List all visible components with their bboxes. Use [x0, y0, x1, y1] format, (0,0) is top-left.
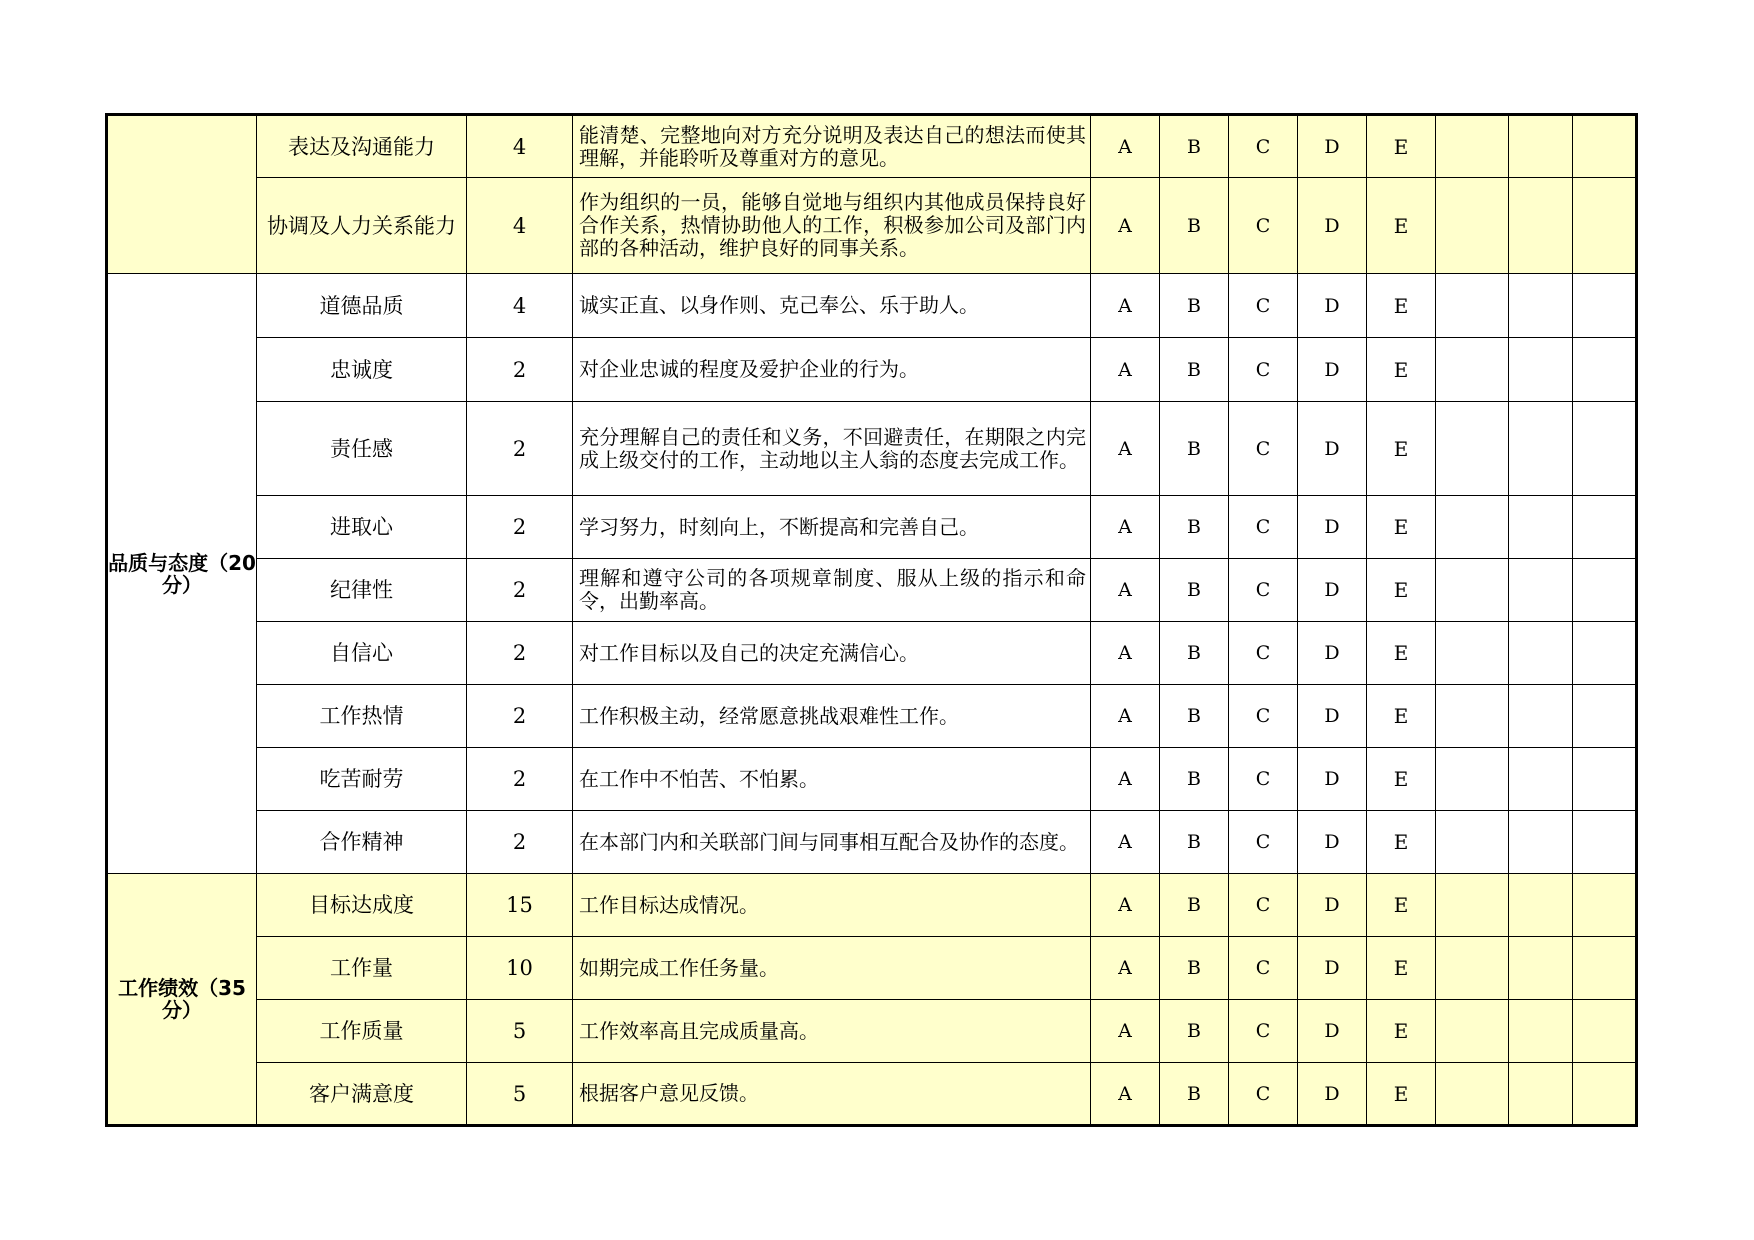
item-score: 2 [467, 811, 573, 874]
grade-a[interactable]: A [1091, 496, 1160, 559]
manager-score-cell[interactable] [1509, 874, 1573, 937]
table-row [107, 622, 1637, 685]
self-score-cell[interactable] [1436, 811, 1509, 874]
self-score-cell[interactable] [1436, 1000, 1509, 1063]
item-description: 能清楚、完整地向对方充分说明及表达自己的想法而使其理解，并能聆听及尊重对方的意见。 [573, 115, 1091, 178]
manager-score-cell[interactable] [1509, 1063, 1573, 1126]
manager-score-cell[interactable] [1509, 115, 1573, 178]
table-row [107, 559, 1637, 622]
grade-d[interactable]: D [1298, 937, 1367, 1000]
final-score-cell[interactable] [1573, 274, 1637, 338]
grade-d[interactable]: D [1298, 811, 1367, 874]
final-score-cell[interactable] [1573, 1063, 1637, 1126]
grade-b[interactable]: B [1160, 338, 1229, 402]
self-score-cell[interactable] [1436, 338, 1509, 402]
grade-d[interactable]: D [1298, 559, 1367, 622]
final-score-cell[interactable] [1573, 811, 1637, 874]
grade-e[interactable]: E [1367, 1000, 1436, 1063]
grade-d[interactable]: D [1298, 874, 1367, 937]
grade-c[interactable]: C [1229, 874, 1298, 937]
grade-c[interactable]: C [1229, 1063, 1298, 1126]
grade-a[interactable]: A [1091, 874, 1160, 937]
table-row [107, 748, 1637, 811]
manager-score-cell[interactable] [1509, 811, 1573, 874]
grade-b[interactable]: B [1160, 811, 1229, 874]
self-score-cell[interactable] [1436, 178, 1509, 274]
item-name: 忠诚度 [257, 338, 467, 402]
manager-score-cell[interactable] [1509, 937, 1573, 1000]
self-score-cell[interactable] [1436, 937, 1509, 1000]
grade-c[interactable]: C [1229, 748, 1298, 811]
grade-c[interactable]: C [1229, 274, 1298, 338]
grade-e[interactable]: E [1367, 1063, 1436, 1126]
table-row [107, 338, 1637, 402]
item-description: 对企业忠诚的程度及爱护企业的行为。 [573, 338, 1091, 402]
item-description: 诚实正直、以身作则、克己奉公、乐于助人。 [573, 274, 1091, 338]
grade-c[interactable]: C [1229, 685, 1298, 748]
grade-a[interactable]: A [1091, 1063, 1160, 1126]
table-row [107, 274, 1637, 338]
item-score: 4 [467, 178, 573, 274]
grade-b[interactable]: B [1160, 1063, 1229, 1126]
item-name: 协调及人力关系能力 [257, 178, 467, 274]
final-score-cell[interactable] [1573, 622, 1637, 685]
table-row [107, 937, 1637, 1000]
item-name: 吃苦耐劳 [257, 748, 467, 811]
manager-score-cell[interactable] [1509, 402, 1573, 496]
final-score-cell[interactable] [1573, 115, 1637, 178]
grade-d[interactable]: D [1298, 1063, 1367, 1126]
item-description: 工作效率高且完成质量高。 [573, 1000, 1091, 1063]
grade-b[interactable]: B [1160, 115, 1229, 178]
grade-d[interactable]: D [1298, 622, 1367, 685]
manager-score-cell[interactable] [1509, 274, 1573, 338]
grade-b[interactable]: B [1160, 622, 1229, 685]
item-description: 根据客户意见反馈。 [573, 1063, 1091, 1126]
final-score-cell[interactable] [1573, 937, 1637, 1000]
final-score-cell[interactable] [1573, 496, 1637, 559]
grade-e[interactable]: E [1367, 874, 1436, 937]
grade-d[interactable]: D [1298, 274, 1367, 338]
item-score: 2 [467, 402, 573, 496]
self-score-cell[interactable] [1436, 622, 1509, 685]
final-score-cell[interactable] [1573, 748, 1637, 811]
grade-a[interactable]: A [1091, 402, 1160, 496]
item-description: 在工作中不怕苦、不怕累。 [573, 748, 1091, 811]
grade-c[interactable]: C [1229, 937, 1298, 1000]
grade-c[interactable]: C [1229, 402, 1298, 496]
manager-score-cell[interactable] [1509, 496, 1573, 559]
item-name: 工作热情 [257, 685, 467, 748]
table-row [107, 178, 1637, 274]
grade-e[interactable]: E [1367, 748, 1436, 811]
grade-c[interactable]: C [1229, 338, 1298, 402]
item-score: 2 [467, 559, 573, 622]
grade-a[interactable]: A [1091, 274, 1160, 338]
grade-e[interactable]: E [1367, 178, 1436, 274]
grade-d[interactable]: D [1298, 748, 1367, 811]
item-score: 2 [467, 496, 573, 559]
grade-a[interactable]: A [1091, 1000, 1160, 1063]
item-score: 15 [467, 874, 573, 937]
grade-b[interactable]: B [1160, 496, 1229, 559]
category-cell [107, 115, 257, 274]
item-description: 学习努力，时刻向上，不断提高和完善自己。 [573, 496, 1091, 559]
manager-score-cell[interactable] [1509, 685, 1573, 748]
item-description: 作为组织的一员，能够自觉地与组织内其他成员保持良好合作关系，热情协助他人的工作，积极参加公司及部门内部的各种活动，维护良好的同事关系。 [573, 178, 1091, 274]
category-cell: 工作绩效（35分） [107, 874, 257, 1126]
item-score: 2 [467, 685, 573, 748]
item-name: 纪律性 [257, 559, 467, 622]
table-row [107, 874, 1637, 937]
manager-score-cell[interactable] [1509, 559, 1573, 622]
self-score-cell[interactable] [1436, 496, 1509, 559]
grade-c[interactable]: C [1229, 559, 1298, 622]
table-row [107, 402, 1637, 496]
evaluation-table [105, 113, 1638, 1127]
grade-a[interactable]: A [1091, 178, 1160, 274]
item-description: 理解和遵守公司的各项规章制度、服从上级的指示和命令，出勤率高。 [573, 559, 1091, 622]
grade-e[interactable]: E [1367, 559, 1436, 622]
item-description: 如期完成工作任务量。 [573, 937, 1091, 1000]
self-score-cell[interactable] [1436, 748, 1509, 811]
grade-e[interactable]: E [1367, 937, 1436, 1000]
final-score-cell[interactable] [1573, 685, 1637, 748]
item-score: 4 [467, 274, 573, 338]
item-description: 充分理解自己的责任和义务，不回避责任，在期限之内完成上级交付的工作，主动地以主人翁的态度去完成工作。 [573, 402, 1091, 496]
item-score: 5 [467, 1000, 573, 1063]
self-score-cell[interactable] [1436, 402, 1509, 496]
grade-e[interactable]: E [1367, 274, 1436, 338]
grade-c[interactable]: C [1229, 496, 1298, 559]
table-row [107, 1000, 1637, 1063]
grade-b[interactable]: B [1160, 874, 1229, 937]
final-score-cell[interactable] [1573, 874, 1637, 937]
self-score-cell[interactable] [1436, 1063, 1509, 1126]
item-score: 2 [467, 622, 573, 685]
self-score-cell[interactable] [1436, 115, 1509, 178]
grade-c[interactable]: C [1229, 1000, 1298, 1063]
grade-b[interactable]: B [1160, 178, 1229, 274]
final-score-cell[interactable] [1573, 402, 1637, 496]
item-name: 客户满意度 [257, 1063, 467, 1126]
self-score-cell[interactable] [1436, 274, 1509, 338]
item-score: 2 [467, 748, 573, 811]
grade-e[interactable]: E [1367, 115, 1436, 178]
item-name: 表达及沟通能力 [257, 115, 467, 178]
final-score-cell[interactable] [1573, 178, 1637, 274]
grade-d[interactable]: D [1298, 496, 1367, 559]
grade-c[interactable]: C [1229, 811, 1298, 874]
grade-e[interactable]: E [1367, 622, 1436, 685]
grade-a[interactable]: A [1091, 622, 1160, 685]
grade-e[interactable]: E [1367, 811, 1436, 874]
table-row [107, 1063, 1637, 1126]
item-name: 自信心 [257, 622, 467, 685]
grade-a[interactable]: A [1091, 559, 1160, 622]
grade-b[interactable]: B [1160, 559, 1229, 622]
item-name: 道德品质 [257, 274, 467, 338]
grade-b[interactable]: B [1160, 685, 1229, 748]
grade-a[interactable]: A [1091, 338, 1160, 402]
grade-d[interactable]: D [1298, 178, 1367, 274]
table-row [107, 496, 1637, 559]
table-row [107, 811, 1637, 874]
grade-b[interactable]: B [1160, 1000, 1229, 1063]
item-name: 责任感 [257, 402, 467, 496]
grade-a[interactable]: A [1091, 748, 1160, 811]
grade-b[interactable]: B [1160, 274, 1229, 338]
grade-e[interactable]: E [1367, 402, 1436, 496]
item-description: 工作目标达成情况。 [573, 874, 1091, 937]
manager-score-cell[interactable] [1509, 178, 1573, 274]
self-score-cell[interactable] [1436, 874, 1509, 937]
item-name: 目标达成度 [257, 874, 467, 937]
item-name: 工作质量 [257, 1000, 467, 1063]
grade-c[interactable]: C [1229, 178, 1298, 274]
item-description: 工作积极主动，经常愿意挑战艰难性工作。 [573, 685, 1091, 748]
item-description: 对工作目标以及自己的决定充满信心。 [573, 622, 1091, 685]
item-name: 进取心 [257, 496, 467, 559]
final-score-cell[interactable] [1573, 559, 1637, 622]
grade-d[interactable]: D [1298, 1000, 1367, 1063]
grade-d[interactable]: D [1298, 115, 1367, 178]
table-row [107, 115, 1637, 178]
grade-c[interactable]: C [1229, 115, 1298, 178]
grade-a[interactable]: A [1091, 685, 1160, 748]
grade-a[interactable]: A [1091, 937, 1160, 1000]
item-score: 4 [467, 115, 573, 178]
manager-score-cell[interactable] [1509, 622, 1573, 685]
grade-e[interactable]: E [1367, 685, 1436, 748]
manager-score-cell[interactable] [1509, 748, 1573, 811]
self-score-cell[interactable] [1436, 559, 1509, 622]
final-score-cell[interactable] [1573, 338, 1637, 402]
self-score-cell[interactable] [1436, 685, 1509, 748]
grade-c[interactable]: C [1229, 622, 1298, 685]
grade-b[interactable]: B [1160, 937, 1229, 1000]
grade-d[interactable]: D [1298, 338, 1367, 402]
category-cell: 品质与态度（20分） [107, 274, 257, 874]
grade-e[interactable]: E [1367, 338, 1436, 402]
item-name: 工作量 [257, 937, 467, 1000]
grade-d[interactable]: D [1298, 685, 1367, 748]
grade-e[interactable]: E [1367, 496, 1436, 559]
grade-d[interactable]: D [1298, 402, 1367, 496]
item-description: 在本部门内和关联部门间与同事相互配合及协作的态度。 [573, 811, 1091, 874]
table-row [107, 685, 1637, 748]
grade-b[interactable]: B [1160, 748, 1229, 811]
item-score: 10 [467, 937, 573, 1000]
grade-b[interactable]: B [1160, 402, 1229, 496]
item-score: 2 [467, 338, 573, 402]
item-score: 5 [467, 1063, 573, 1126]
grade-a[interactable]: A [1091, 115, 1160, 178]
grade-a[interactable]: A [1091, 811, 1160, 874]
manager-score-cell[interactable] [1509, 1000, 1573, 1063]
manager-score-cell[interactable] [1509, 338, 1573, 402]
item-name: 合作精神 [257, 811, 467, 874]
final-score-cell[interactable] [1573, 1000, 1637, 1063]
